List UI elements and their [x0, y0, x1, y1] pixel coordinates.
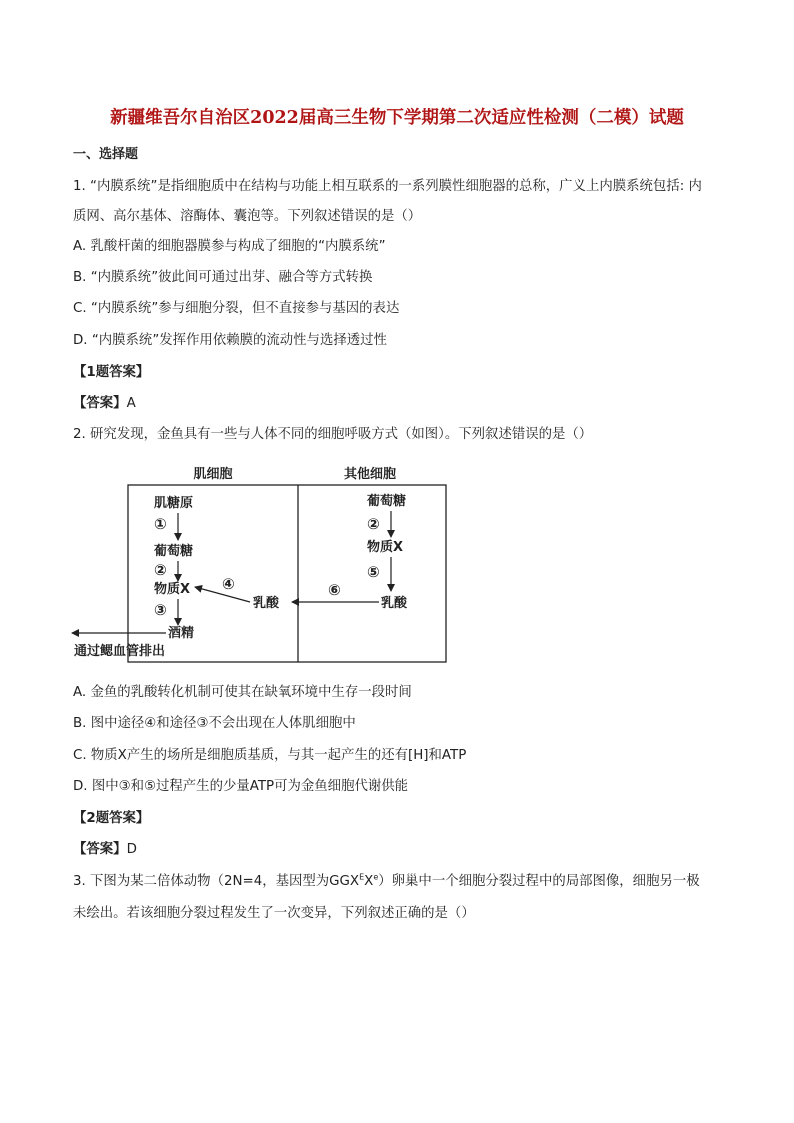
right-item-substance-x: 物质X: [367, 540, 404, 555]
q3-sup-2: e: [373, 872, 379, 882]
right-item-lactic: 乳酸: [381, 596, 408, 611]
q1-answer-label: 【答案】: [73, 396, 127, 411]
left-lactic: 乳酸: [253, 596, 280, 611]
q3-stem-mid: X: [364, 874, 374, 889]
q2-stem: 2. 研究发现，金鱼具有一些与人体不同的细胞呼吸方式（如图）。下列叙述错误的是（）: [73, 427, 593, 442]
q2-option-a: A. 金鱼的乳酸转化机制可使其在缺氧环境中生存一段时间: [73, 685, 412, 700]
q2-option-b: B. 图中途径④和途径③不会出现在人体肌细胞中: [73, 716, 356, 731]
section-heading: 一、选择题: [73, 147, 139, 162]
left-step-3: ③: [154, 601, 167, 619]
q3-sup-1: E: [359, 872, 365, 882]
step-4: ④: [222, 575, 235, 593]
q1-stem-line2: 质网、高尔基体、溶酶体、囊泡等。下列叙述错误的是（）: [73, 209, 422, 224]
q1-answer-heading: 【1题答案】: [73, 365, 150, 380]
q3-stem-line2: 未绘出。若该细胞分裂过程发生了一次变异，下列叙述正确的是（）: [73, 906, 475, 921]
q1-option-d: D. “内膜系统”发挥作用依赖膜的流动性与选择透过性: [73, 333, 387, 348]
left-item-substance-x: 物质X: [154, 582, 191, 597]
q1-answer: [73, 395, 136, 413]
respiration-diagram-svg: [70, 465, 450, 665]
left-step-2: ②: [154, 561, 167, 579]
q2-answer-label: 【答案】: [73, 842, 127, 857]
step-6: ⑥: [328, 581, 341, 599]
left-header: 肌细胞: [193, 467, 233, 482]
q3-stem-suffix: ）卵巢中一个细胞分裂过程中的局部图像，细胞另一极: [378, 874, 700, 889]
left-item-glucose: 葡萄糖: [154, 544, 194, 559]
respiration-diagram: [70, 465, 450, 665]
q1-option-b: B. “内膜系统”彼此间可通过出芽、融合等方式转换: [73, 270, 373, 285]
left-item-glycogen: 肌糖原: [154, 496, 194, 511]
left-item-alcohol: 酒精: [168, 626, 195, 641]
right-header: 其他细胞: [343, 467, 397, 482]
q2-answer-value: D: [126, 842, 137, 857]
q1-option-c: C. “内膜系统”参与细胞分裂，但不直接参与基因的表达: [73, 301, 400, 316]
q2-answer-heading: 【2题答案】: [73, 811, 150, 826]
right-item-glucose: 葡萄糖: [367, 494, 407, 509]
q1-answer-value: A: [126, 396, 136, 411]
excrete-label: 通过鳃血管排出: [74, 644, 166, 659]
q3-stem-prefix: 3. 下图为某二倍体动物（2N=4，基因型为GGX: [73, 874, 360, 889]
q2-answer: [73, 841, 137, 859]
q1-stem-line1: 1. “内膜系统”是指细胞质中在结构与功能上相互联系的一系列膜性细胞器的总称，广义上内膜系统包括: 内: [73, 179, 702, 194]
q2-option-c: C. 物质X产生的场所是细胞质基质，与其一起产生的还有[H]和ATP: [73, 748, 467, 763]
right-step-2: ②: [367, 515, 380, 533]
q1-option-a: A. 乳酸杆菌的细胞器膜参与构成了细胞的“内膜系统”: [73, 239, 386, 254]
q3-stem-line1: [73, 873, 700, 891]
page-title: 新疆维吾尔自治区2022届高三生物下学期第二次适应性检测（二模）试题: [110, 108, 684, 128]
left-step-1: ①: [154, 515, 167, 533]
right-step-5: ⑤: [367, 563, 380, 581]
q2-option-d: D. 图中③和⑤过程产生的少量ATP可为金鱼细胞代谢供能: [73, 779, 409, 794]
